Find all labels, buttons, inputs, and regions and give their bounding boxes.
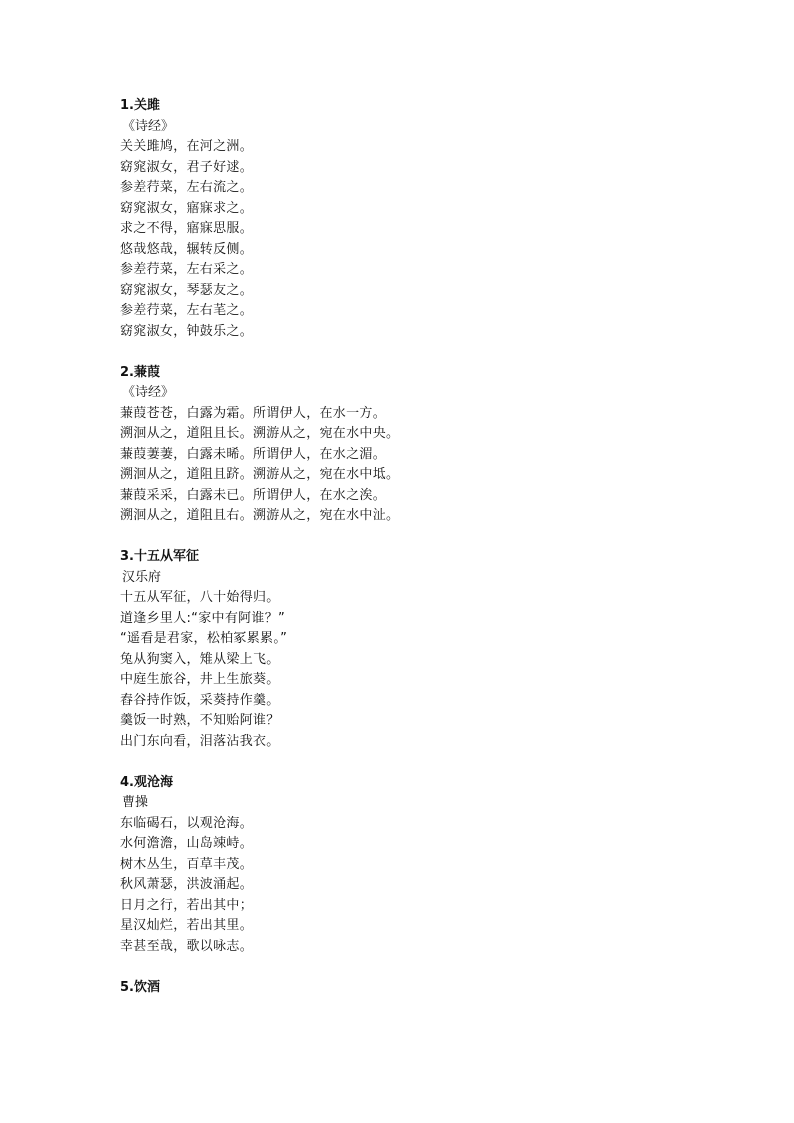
poem-author: 《诗经》 <box>122 385 175 400</box>
poem-line: 星汉灿烂，若出其里。 <box>120 918 254 933</box>
poem-2 <box>120 363 794 527</box>
poem-line: 悠哉悠哉，辗转反侧。 <box>120 241 254 257</box>
poem-author: 曹操 <box>122 795 149 810</box>
poem-5 <box>120 978 794 999</box>
poem-line: 蒹葭萋萋，白露未晞。所谓伊人，在水之湄。 <box>120 446 387 462</box>
poem-line: 窈窕淑女，琴瑟友之。 <box>120 282 254 298</box>
poem-3 <box>120 547 794 752</box>
poem-author: 汉乐府 <box>122 569 162 585</box>
poem-title: 4.观沧海 <box>120 774 173 790</box>
poem-line: 蒹葭采采，白露未已。所谓伊人，在水之涘。 <box>120 487 387 503</box>
poem-line: 溯洄从之，道阻且跻。溯游从之，宛在水中坻。 <box>120 467 400 482</box>
poem-line: 参差荇菜，左右芼之。 <box>120 303 254 318</box>
poem-line: 道逢乡里人:“家中有阿谁？” <box>120 610 286 626</box>
poem-line: 窈窕淑女，钟鼓乐之。 <box>120 323 254 339</box>
poem-line: 关关雎鸠，在河之洲。 <box>120 139 254 154</box>
poem-4 <box>120 773 794 958</box>
poem-line: 窈窕淑女，君子好逑。 <box>120 159 254 175</box>
poem-line: 溯洄从之，道阻且右。溯游从之，宛在水中沚。 <box>120 508 400 523</box>
poem-line: 树木丛生，百草丰茂。 <box>120 856 254 872</box>
poem-line: 东临碣石，以观沧海。 <box>120 815 254 831</box>
poem-line: 兔从狗窦入，雉从梁上飞。 <box>120 651 280 667</box>
poem-title: 3.十五从军征 <box>120 549 199 564</box>
poem-line: 参差荇菜，左右流之。 <box>120 180 254 195</box>
poem-line: 窈窕淑女，寤寐求之。 <box>120 200 254 216</box>
poem-1 <box>120 96 794 342</box>
poem-line: 出门东向看，泪落沾我衣。 <box>120 733 280 749</box>
poem-title: 5.饮酒 <box>120 979 160 995</box>
poem-title: 2.蒹葭 <box>120 364 160 380</box>
poem-line: 羹饭一时熟，不知贻阿谁？ <box>120 713 280 728</box>
poem-line: 水何澹澹，山岛竦峙。 <box>120 836 254 851</box>
poem-line: 秋风萧瑟，洪波涌起。 <box>120 877 254 892</box>
poem-line: 幸甚至哉，歌以咏志。 <box>120 938 254 954</box>
poem-line: 蒹葭苍苍，白露为霜。所谓伊人，在水一方。 <box>120 405 387 421</box>
poem-line: 日月之行，若出其中； <box>120 897 254 913</box>
poem-line: 求之不得，寤寐思服。 <box>120 221 254 236</box>
poem-line: 溯洄从之，道阻且长。溯游从之，宛在水中央。 <box>120 426 400 441</box>
poem-line: 参差荇菜，左右采之。 <box>120 262 254 277</box>
poem-line: 十五从军征，八十始得归。 <box>120 590 280 605</box>
poem-title: 1.关雎 <box>120 98 160 113</box>
poem-line: “遥看是君家，松柏冢累累。” <box>120 631 288 646</box>
poem-line: 舂谷持作饭，采葵持作羹。 <box>120 692 280 708</box>
poem-author: 《诗经》 <box>122 118 175 134</box>
poem-line: 中庭生旅谷，井上生旅葵。 <box>120 672 280 687</box>
